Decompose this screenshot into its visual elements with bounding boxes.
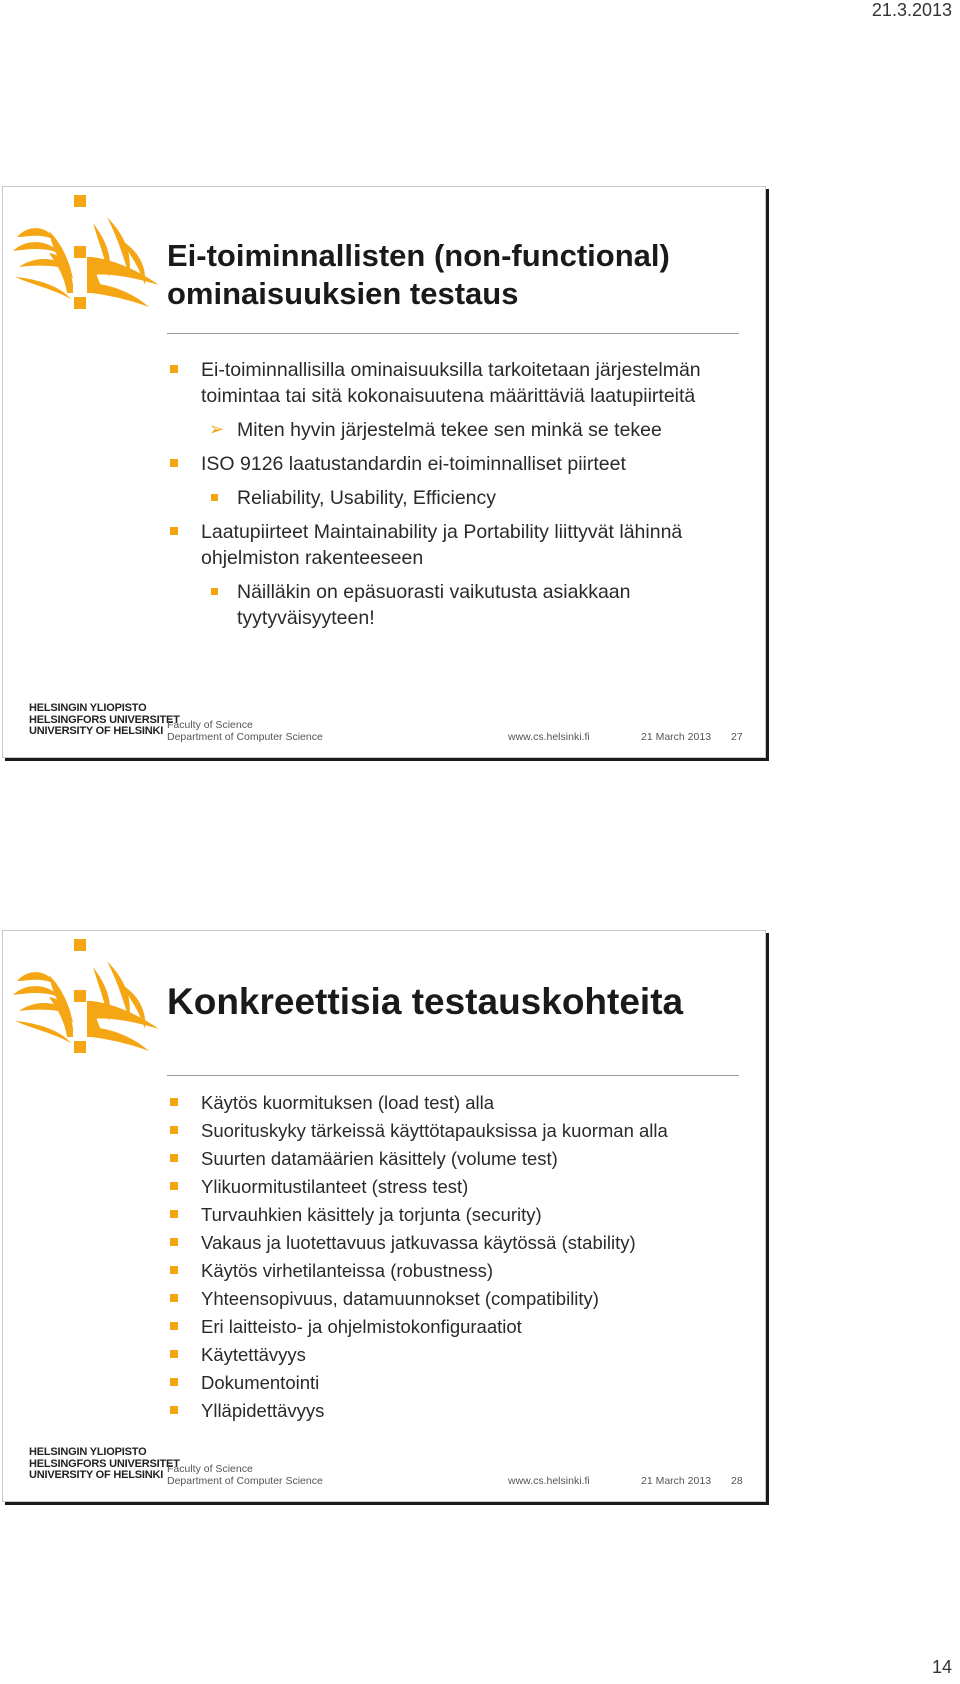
slide-27 [2,186,766,758]
page-number: 14 [931,1657,952,1677]
list-item: Suorituskyky tärkeissä käyttötapauksissa ja kuorman alla [167,1119,735,1143]
list-item: Suurten datamäärien käsittely (volume test) [167,1147,735,1171]
list-item: Dokumentointi [167,1371,735,1395]
list-item: Eri laitteisto- ja ohjelmistokonfiguraatiot [167,1315,735,1339]
slide-title: Ei-toiminnallisten (non-functional) ominaisuuksien testaus [167,238,670,311]
square-bullet-icon [170,1154,178,1162]
list-item: Ylläpidettävyys [167,1399,735,1423]
university-logo: HELSINGIN YLIOPISTO HELSINGFORS UNIVERSITET UNIVERSITY OF HELSINKI [29,1446,180,1481]
list-item: Vakaus ja luotettavuus jatkuvassa käytössä (stability) [167,1231,735,1255]
title-divider [167,1075,739,1076]
list-item: Laatupiirteet Maintainability ja Portability liittyvät lähinnä ohjelmiston rakenteeseen [167,519,735,571]
square-bullet-icon [170,1266,178,1274]
list-item: Turvauhkien käsittely ja torjunta (security) [167,1203,735,1227]
square-bullet-icon [170,1378,178,1386]
list-item: Yhteensopivuus, datamuunnokset (compatibility) [167,1287,735,1311]
square-bullet-icon [170,459,178,467]
website-label: www.cs.helsinki.fi [508,1475,590,1487]
bullet-list [167,1091,735,1427]
square-bullet-icon [170,365,178,373]
slide-footer [3,687,765,757]
page-date: 21.3.2013 [871,0,952,20]
square-bullet-icon [170,1210,178,1218]
slide-title: Konkreettisia testauskohteita [167,981,684,1022]
list-item: Ei-toiminnallisilla ominaisuuksilla tarkoitetaan järjestelmän toimintaa tai sitä kokonaisuutena määrittäviä laatupiirteitä [167,357,735,409]
square-bullet-icon [170,1406,178,1414]
bullet-list [167,357,735,639]
slide-number: 28 [731,1475,743,1487]
list-item: Käytettävyys [167,1343,735,1367]
list-item: ISO 9126 laatustandardin ei-toiminnalliset piirteet [167,451,735,477]
footer-date: 21 March 2013 [641,731,712,743]
university-logo: HELSINGIN YLIOPISTO HELSINGFORS UNIVERSITET UNIVERSITY OF HELSINKI [29,702,180,737]
flame-logo-icon [9,193,169,333]
square-bullet-icon [170,1098,178,1106]
website-label: www.cs.helsinki.fi [508,731,590,743]
square-bullet-icon [170,1238,178,1246]
faculty-label: Faculty of Science [167,719,253,731]
list-item: Käytös kuormituksen (load test) alla [167,1091,735,1115]
list-item: ➢ Miten hyvin järjestelmä tekee sen minkä se tekee [209,419,662,441]
slide-footer [3,1431,765,1501]
list-item: Käytös virhetilanteissa (robustness) [167,1259,735,1283]
slide-number: 27 [731,731,743,743]
faculty-label: Faculty of Science [167,1463,253,1475]
square-bullet-icon [170,1322,178,1330]
flame-logo-icon [9,937,169,1077]
square-bullet-icon [170,1126,178,1134]
list-item: Reliability, Usability, Efficiency [167,485,735,511]
title-divider [167,333,739,334]
list-item: Näilläkin on epäsuorasti vaikutusta asiakkaan tyytyväisyyteen! [167,579,735,631]
department-label: Department of Computer Science [167,731,323,743]
arrow-bullet-icon: ➢ [209,419,225,440]
square-bullet-icon [211,494,218,501]
square-bullet-icon [211,588,218,595]
square-bullet-icon [170,527,178,535]
list-item: Ylikuormitustilanteet (stress test) [167,1175,735,1199]
square-bullet-icon [170,1182,178,1190]
department-label: Department of Computer Science [167,1475,323,1487]
footer-date: 21 March 2013 [641,1475,712,1487]
slide-28 [2,930,766,1502]
square-bullet-icon [170,1294,178,1302]
square-bullet-icon [170,1350,178,1358]
